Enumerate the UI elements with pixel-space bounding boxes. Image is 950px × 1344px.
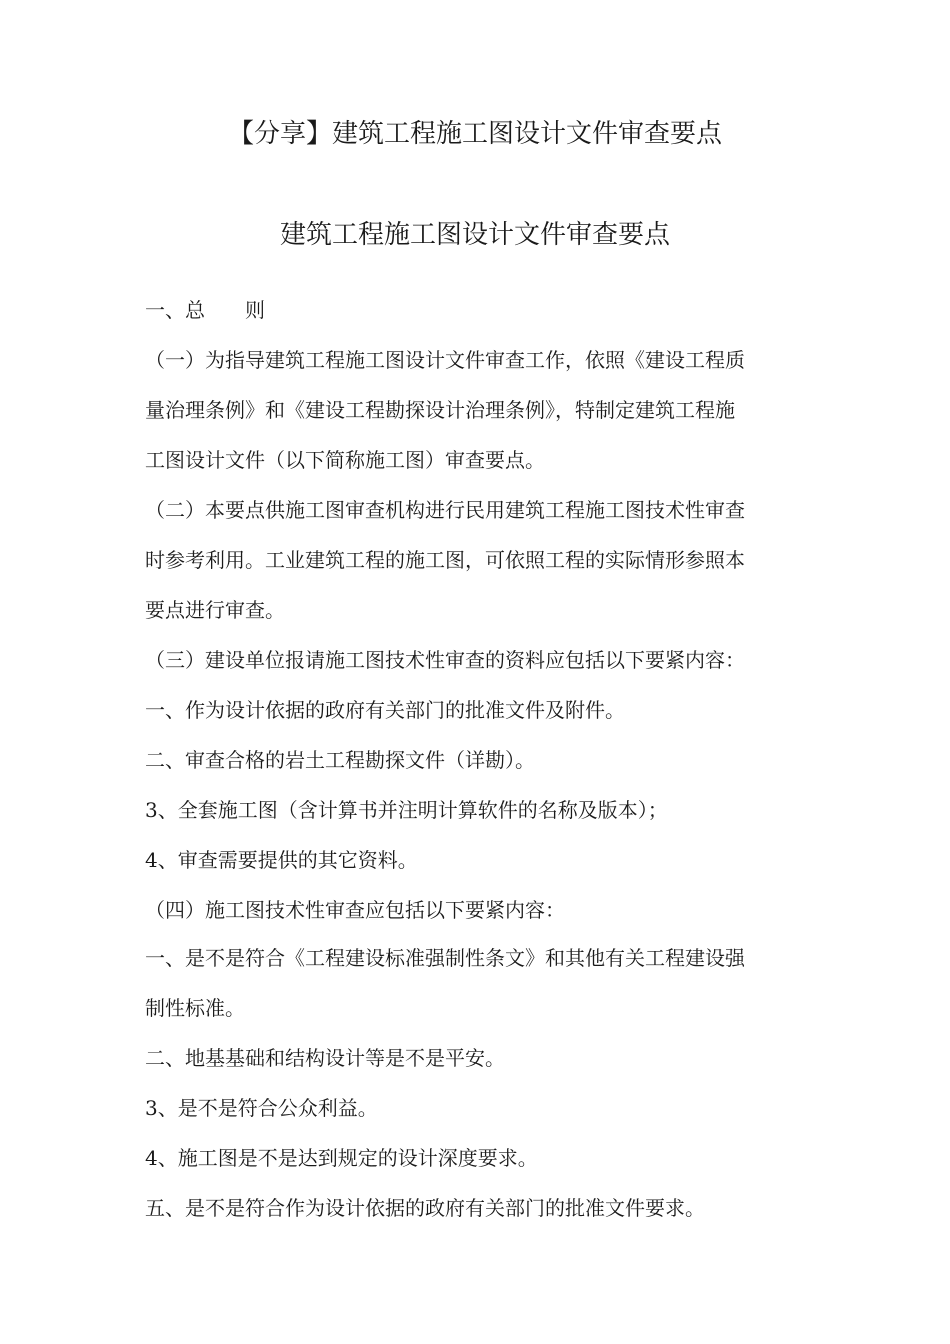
paragraph-line: 量治理条例》和《建设工程勘探设计治理条例》，特制定建筑工程施 bbox=[145, 398, 735, 422]
document-subtitle: 建筑工程施工图设计文件审查要点 bbox=[279, 220, 670, 250]
paragraph-line: 要点进行审查。 bbox=[145, 598, 285, 622]
document-title: 【分享】建筑工程施工图设计文件审查要点 bbox=[227, 119, 722, 149]
list-item: 一、作为设计依据的政府有关部门的批准文件及附件。 bbox=[145, 698, 625, 722]
list-item: 3、是不是符合公众利益。 bbox=[145, 1096, 378, 1120]
list-item: 五、是不是符合作为设计依据的政府有关部门的批准文件要求。 bbox=[145, 1196, 705, 1220]
paragraph-line: （四）施工图技术性审查应包括以下要紧内容： bbox=[145, 898, 565, 922]
list-item: 4、施工图是不是达到规定的设计深度要求。 bbox=[145, 1146, 538, 1170]
paragraph-line: 时参考利用。工业建筑工程的施工图，可依照工程的实际情形参照本 bbox=[145, 548, 745, 572]
list-item: 二、审查合格的岩土工程勘探文件（详勘）。 bbox=[145, 748, 535, 772]
list-item: 3、全套施工图（含计算书并注明计算软件的名称及版本）； bbox=[145, 798, 668, 822]
list-item: 制性标准。 bbox=[145, 996, 245, 1020]
list-item: 4、审查需要提供的其它资料。 bbox=[145, 848, 418, 872]
paragraph-line: 工图设计文件（以下简称施工图）审查要点。 bbox=[145, 448, 545, 472]
paragraph-line: （三）建设单位报请施工图技术性审查的资料应包括以下要紧内容： bbox=[145, 648, 745, 672]
section-heading: 一、总 则 bbox=[145, 298, 265, 322]
list-item: 一、是不是符合《工程建设标准强制性条文》和其他有关工程建设强 bbox=[145, 946, 745, 970]
paragraph-line: （二）本要点供施工图审查机构进行民用建筑工程施工图技术性审查 bbox=[145, 498, 745, 522]
paragraph-line: （一）为指导建筑工程施工图设计文件审查工作，依照《建设工程质 bbox=[145, 348, 745, 372]
list-item: 二、地基基础和结构设计等是不是平安。 bbox=[145, 1046, 505, 1070]
